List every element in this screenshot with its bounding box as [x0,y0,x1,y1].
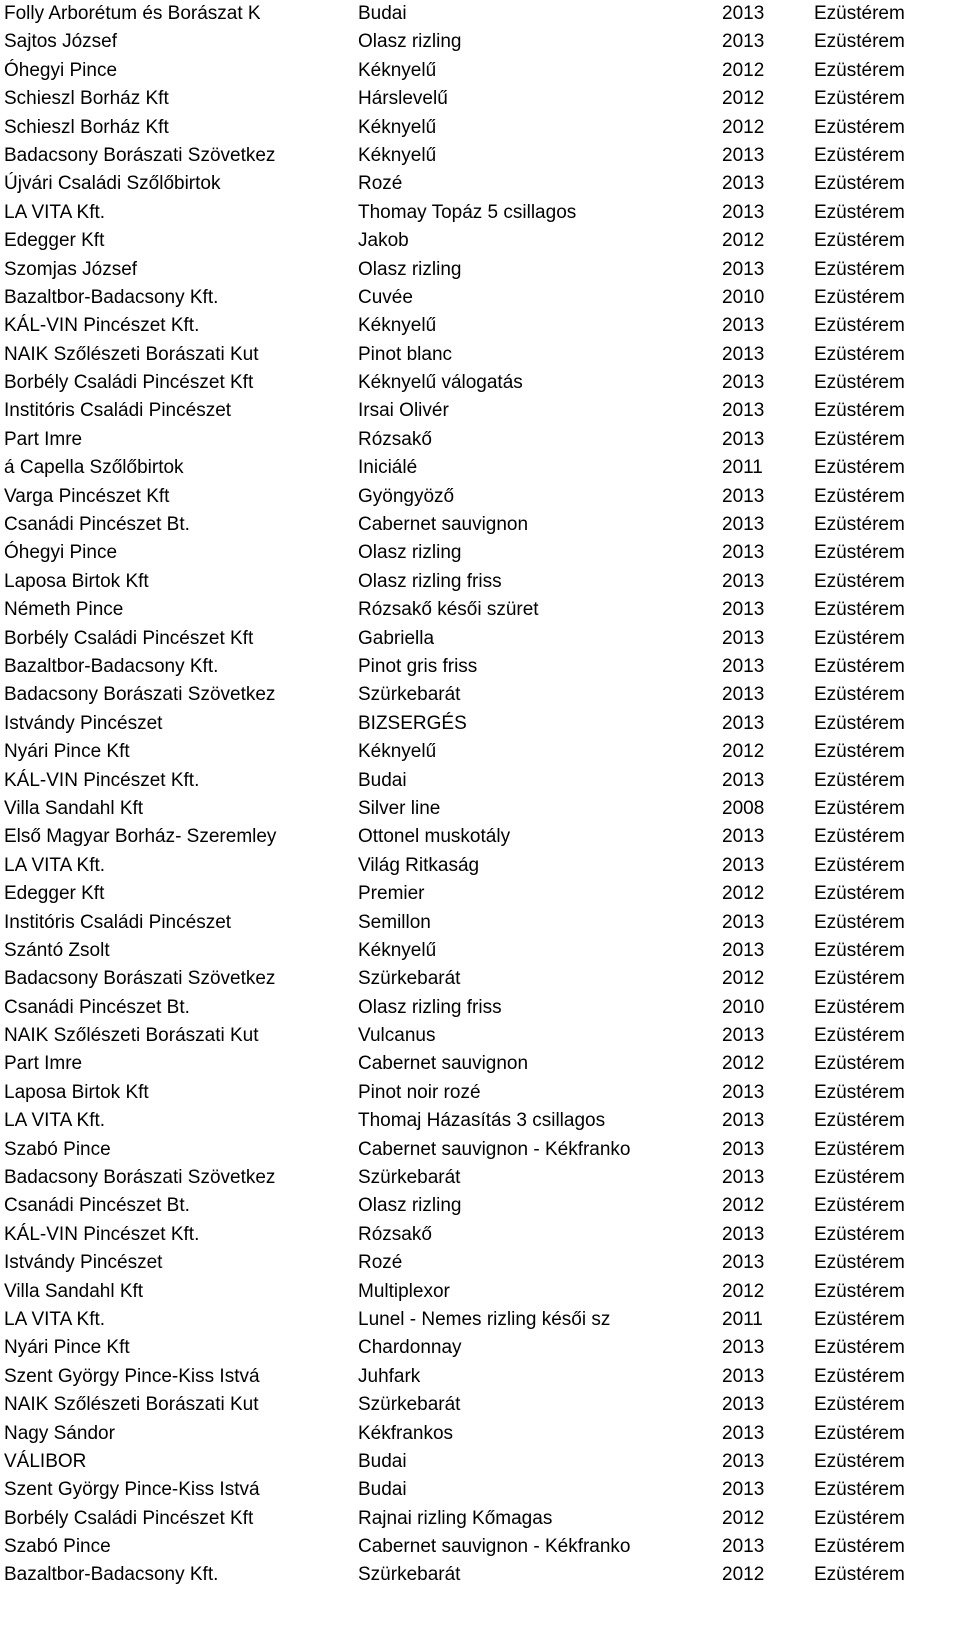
producer-cell: Edegger Kft [4,230,105,252]
year-cell: 2012 [722,1507,765,1529]
wine-cell: Thomay Topáz 5 csillagos [358,201,577,223]
wine-cell: Irsai Olivér [358,400,449,422]
producer-cell: KÁL-VIN Pincészet Kft. [4,1223,200,1245]
table-row [0,227,960,255]
year-cell: 2010 [722,996,765,1018]
year-cell: 2013 [722,1252,765,1274]
year-cell: 2013 [722,1081,765,1103]
year-cell: 2013 [722,1025,765,1047]
table-row [0,312,960,340]
award-cell: Ezüstérem [814,1564,905,1586]
wine-cell: Cabernet sauvignon [358,1053,529,1075]
wine-cell: Olasz rizling [358,542,462,564]
award-cell: Ezüstérem [814,201,905,223]
table-row [0,681,960,709]
table-row [0,852,960,880]
award-cell: Ezüstérem [814,3,905,24]
producer-cell: Borbély Családi Pincészet Kft [4,372,254,394]
producer-cell: Laposa Birtok Kft [4,570,149,592]
producer-cell: Szomjas József [4,258,138,280]
year-cell: 2013 [722,1536,765,1558]
year-cell: 2013 [722,201,765,223]
wine-cell: Jakob [358,230,409,252]
wine-cell: Kéknyelű [358,59,437,81]
year-cell: 2013 [722,1138,765,1160]
wine-cell: Szürkebarát [358,968,461,990]
award-cell: Ezüstérem [814,1110,905,1132]
wine-cell: Rózsakő [358,1223,432,1245]
year-cell: 2012 [722,883,765,905]
wine-cell: Iniciálé [358,457,418,479]
award-cell: Ezüstérem [814,1053,905,1075]
year-cell: 2012 [722,741,765,763]
table-row [0,1107,960,1135]
table-row [0,284,960,312]
year-cell: 2013 [722,428,765,450]
year-cell: 2013 [722,343,765,365]
wine-cell: Olasz rizling [358,258,462,280]
year-cell: 2013 [722,939,765,961]
producer-cell: Bazaltbor-Badacsony Kft. [4,286,219,308]
award-cell: Ezüstérem [814,854,905,876]
award-cell: Ezüstérem [814,144,905,166]
producer-cell: NAIK Szőlészeti Borászati Kut [4,343,259,365]
year-cell: 2012 [722,88,765,110]
table-row [0,511,960,539]
award-cell: Ezüstérem [814,599,905,621]
year-cell: 2012 [722,1053,765,1075]
table-row [0,1050,960,1078]
table-row [0,823,960,851]
table-row [0,1022,960,1050]
year-cell: 2013 [722,627,765,649]
table-row [0,795,960,823]
award-cell: Ezüstérem [814,968,905,990]
award-cell: Ezüstérem [814,116,905,138]
producer-cell: LA VITA Kft. [4,854,106,876]
award-cell: Ezüstérem [814,372,905,394]
table-row [0,1306,960,1334]
wine-cell: Olasz rizling friss [358,570,502,592]
award-cell: Ezüstérem [814,1450,905,1472]
year-cell: 2013 [722,1337,765,1359]
table-row [0,85,960,113]
year-cell: 2012 [722,1280,765,1302]
producer-cell: KÁL-VIN Pincészet Kft. [4,315,200,337]
producer-cell: LA VITA Kft. [4,1308,106,1330]
wine-cell: Kékfrankos [358,1422,454,1444]
year-cell: 2012 [722,59,765,81]
year-cell: 2013 [722,1365,765,1387]
wine-cell: Rózsakő késői szüret [358,599,539,621]
wine-cell: Thomaj Házasítás 3 csillagos [358,1110,606,1132]
table-row [0,0,960,28]
table-row [0,1192,960,1220]
wine-cell: Ottonel muskotály [358,826,511,848]
wine-cell: Rózsakő [358,428,432,450]
producer-cell: Villa Sandahl Kft [4,797,144,819]
wine-cell: Pinot blanc [358,343,453,365]
award-cell: Ezüstérem [814,1167,905,1189]
award-cell: Ezüstérem [814,59,905,81]
wine-cell: Kéknyelű [358,939,437,961]
table-row [0,28,960,56]
producer-cell: Schieszl Borház Kft [4,116,169,138]
award-cell: Ezüstérem [814,400,905,422]
award-cell: Ezüstérem [814,1507,905,1529]
producer-cell: Csanádi Pincészet Bt. [4,996,190,1018]
producer-cell: Borbély Családi Pincészet Kft [4,627,254,649]
producer-cell: Badacsony Borászati Szövetkez [4,144,276,166]
table-row [0,1221,960,1249]
table-row [0,653,960,681]
table-row [0,880,960,908]
year-cell: 2012 [722,968,765,990]
year-cell: 2013 [722,542,765,564]
wine-cell: Szürkebarát [358,1167,461,1189]
table-row [0,1363,960,1391]
award-cell: Ezüstérem [814,627,905,649]
producer-cell: LA VITA Kft. [4,1110,106,1132]
year-cell: 2013 [722,1223,765,1245]
year-cell: 2011 [722,1308,763,1330]
table-row [0,710,960,738]
producer-cell: NAIK Szőlészeti Borászati Kut [4,1394,259,1416]
wine-cell: Juhfark [358,1365,421,1387]
table-row [0,994,960,1022]
award-cell: Ezüstérem [814,911,905,933]
table-row [0,397,960,425]
producer-cell: Nyári Pince Kft [4,1337,130,1359]
award-cell: Ezüstérem [814,1479,905,1501]
award-cell: Ezüstérem [814,939,905,961]
award-cell: Ezüstérem [814,428,905,450]
award-cell: Ezüstérem [814,343,905,365]
producer-cell: Óhegyi Pince [4,542,118,564]
wine-cell: Vulcanus [358,1025,436,1047]
producer-cell: Laposa Birtok Kft [4,1081,149,1103]
award-cell: Ezüstérem [814,1337,905,1359]
award-cell: Ezüstérem [814,1223,905,1245]
wine-cell: Kéknyelű [358,315,437,337]
award-cell: Ezüstérem [814,315,905,337]
table-row [0,1278,960,1306]
year-cell: 2013 [722,400,765,422]
table-row [0,369,960,397]
producer-cell: Villa Sandahl Kft [4,1280,144,1302]
wine-cell: Multiplexor [358,1280,450,1302]
award-cell: Ezüstérem [814,1394,905,1416]
table-row [0,1533,960,1561]
producer-cell: Institóris Családi Pincészet [4,911,232,933]
wine-cell: Világ Ritkaság [358,854,480,876]
wine-cell: Budai [358,1479,407,1501]
award-cell: Ezüstérem [814,286,905,308]
table-row [0,341,960,369]
wine-cell: Olasz rizling [358,31,462,53]
wine-cell: Kéknyelű válogatás [358,372,523,394]
year-cell: 2013 [722,1479,765,1501]
wine-cell: Rajnai rizling Kőmagas [358,1507,553,1529]
year-cell: 2013 [722,1167,765,1189]
producer-cell: á Capella Szőlőbirtok [4,457,184,479]
wine-cell: Kéknyelű [358,144,437,166]
table-row [0,965,960,993]
table-row [0,1249,960,1277]
award-cell: Ezüstérem [814,769,905,791]
table-row [0,568,960,596]
wine-cell: Lunel - Nemes rizling késői sz [358,1308,611,1330]
producer-cell: Szent György Pince-Kiss Istvá [4,1479,260,1501]
producer-cell: Újvári Családi Szőlőbirtok [4,173,221,195]
producer-cell: KÁL-VIN Pincészet Kft. [4,769,200,791]
year-cell: 2013 [722,144,765,166]
wine-cell: Budai [358,3,407,24]
producer-cell: Csanádi Pincészet Bt. [4,514,190,536]
wine-cell: Kéknyelű [358,741,437,763]
award-cell: Ezüstérem [814,1195,905,1217]
year-cell: 2013 [722,712,765,734]
award-cell: Ezüstérem [814,826,905,848]
wine-cell: Pinot noir rozé [358,1081,481,1103]
year-cell: 2013 [722,854,765,876]
award-cell: Ezüstérem [814,1081,905,1103]
wine-cell: Szürkebarát [358,1564,461,1586]
wine-cell: Rozé [358,173,403,195]
award-cell: Ezüstérem [814,457,905,479]
award-cell: Ezüstérem [814,88,905,110]
award-cell: Ezüstérem [814,684,905,706]
wine-cell: Budai [358,769,407,791]
producer-cell: LA VITA Kft. [4,201,106,223]
wine-cell: Kéknyelű [358,116,437,138]
table-row [0,57,960,85]
year-cell: 2013 [722,826,765,848]
producer-cell: Institóris Családi Pincészet [4,400,232,422]
producer-cell: Szántó Zsolt [4,939,110,961]
award-cell: Ezüstérem [814,1025,905,1047]
year-cell: 2013 [722,1394,765,1416]
table-row [0,1448,960,1476]
year-cell: 2013 [722,173,765,195]
award-cell: Ezüstérem [814,797,905,819]
table-row [0,767,960,795]
wine-cell: Cabernet sauvignon - Kékfranko [358,1138,631,1160]
wine-cell: Szürkebarát [358,684,461,706]
year-cell: 2012 [722,1564,765,1586]
award-cell: Ezüstérem [814,1422,905,1444]
producer-cell: Part Imre [4,428,83,450]
award-cell: Ezüstérem [814,173,905,195]
award-cell: Ezüstérem [814,1138,905,1160]
producer-cell: Szabó Pince [4,1138,111,1160]
wine-cell: Chardonnay [358,1337,462,1359]
wine-cell: Hárslevelű [358,88,448,110]
table-row [0,256,960,284]
table-row [0,937,960,965]
table-row [0,1334,960,1362]
award-cell: Ezüstérem [814,1252,905,1274]
wine-cell: Pinot gris friss [358,655,478,677]
table-row [0,454,960,482]
producer-cell: Badacsony Borászati Szövetkez [4,684,276,706]
year-cell: 2012 [722,116,765,138]
wine-cell: Szürkebarát [358,1394,461,1416]
award-cell: Ezüstérem [814,655,905,677]
award-cell: Ezüstérem [814,31,905,53]
year-cell: 2013 [722,514,765,536]
year-cell: 2013 [722,1110,765,1132]
award-cell: Ezüstérem [814,570,905,592]
award-cell: Ezüstérem [814,485,905,507]
producer-cell: Istvándy Pincészet [4,712,163,734]
producer-cell: Óhegyi Pince [4,59,118,81]
year-cell: 2013 [722,599,765,621]
award-cell: Ezüstérem [814,1308,905,1330]
year-cell: 2013 [722,570,765,592]
producer-cell: NAIK Szőlészeti Borászati Kut [4,1025,259,1047]
producer-cell: Szent György Pince-Kiss Istvá [4,1365,260,1387]
producer-cell: Németh Pince [4,599,124,621]
wine-cell: Gabriella [358,627,435,649]
table-row [0,1136,960,1164]
producer-cell: Badacsony Borászati Szövetkez [4,968,276,990]
producer-cell: Edegger Kft [4,883,105,905]
wine-cell: Olasz rizling [358,1195,462,1217]
award-cell: Ezüstérem [814,712,905,734]
wine-cell: Rozé [358,1252,403,1274]
table-row [0,625,960,653]
table-row [0,114,960,142]
wine-cell: Cabernet sauvignon - Kékfranko [358,1536,631,1558]
producer-cell: Badacsony Borászati Szövetkez [4,1167,276,1189]
producer-cell: Csanádi Pincészet Bt. [4,1195,190,1217]
table-row [0,1505,960,1533]
table-row [0,909,960,937]
award-cell: Ezüstérem [814,1280,905,1302]
table-row [0,426,960,454]
producer-cell: Schieszl Borház Kft [4,88,169,110]
table-row [0,1561,960,1589]
award-cell: Ezüstérem [814,542,905,564]
producer-cell: VÁLIBOR [4,1450,87,1472]
year-cell: 2013 [722,769,765,791]
table-row [0,738,960,766]
table-row [0,1420,960,1448]
year-cell: 2013 [722,372,765,394]
producer-cell: Varga Pincészet Kft [4,485,170,507]
table-row [0,199,960,227]
table-row [0,1164,960,1192]
table-row [0,1079,960,1107]
year-cell: 2013 [722,655,765,677]
year-cell: 2013 [722,1422,765,1444]
award-cell: Ezüstérem [814,1536,905,1558]
producer-cell: Bazaltbor-Badacsony Kft. [4,655,219,677]
wine-cell: Semillon [358,911,431,933]
table-row [0,142,960,170]
award-cell: Ezüstérem [814,996,905,1018]
table-row [0,539,960,567]
producer-cell: Folly Arborétum és Borászat K [4,3,261,24]
producer-cell: Első Magyar Borház- Szeremley [4,826,277,848]
wine-cell: Gyöngyöző [358,485,455,507]
producer-cell: Szabó Pince [4,1536,111,1558]
year-cell: 2008 [722,797,765,819]
year-cell: 2013 [722,485,765,507]
year-cell: 2013 [722,911,765,933]
year-cell: 2012 [722,1195,765,1217]
award-cell: Ezüstérem [814,230,905,252]
producer-cell: Sajtos József [4,31,117,53]
award-cell: Ezüstérem [814,1365,905,1387]
year-cell: 2013 [722,3,765,24]
producer-cell: Borbély Családi Pincészet Kft [4,1507,254,1529]
year-cell: 2012 [722,230,765,252]
award-cell: Ezüstérem [814,258,905,280]
table-row [0,170,960,198]
producer-cell: Bazaltbor-Badacsony Kft. [4,1564,219,1586]
award-cell: Ezüstérem [814,514,905,536]
wine-cell: Olasz rizling friss [358,996,502,1018]
wine-cell: Budai [358,1450,407,1472]
producer-cell: Istvándy Pincészet [4,1252,163,1274]
year-cell: 2013 [722,1450,765,1472]
wine-cell: BIZSERGÉS [358,712,467,734]
year-cell: 2013 [722,258,765,280]
table-row [0,1391,960,1419]
award-cell: Ezüstérem [814,741,905,763]
producer-cell: Part Imre [4,1053,83,1075]
table-row [0,483,960,511]
table-row [0,1476,960,1504]
year-cell: 2013 [722,684,765,706]
year-cell: 2011 [722,457,763,479]
award-cell: Ezüstérem [814,883,905,905]
wine-cell: Premier [358,883,425,905]
table-row [0,596,960,624]
producer-cell: Nagy Sándor [4,1422,115,1444]
year-cell: 2013 [722,31,765,53]
year-cell: 2010 [722,286,765,308]
wine-cell: Cuvée [358,286,413,308]
producer-cell: Nyári Pince Kft [4,741,130,763]
wine-cell: Silver line [358,797,441,819]
year-cell: 2013 [722,315,765,337]
wine-cell: Cabernet sauvignon [358,514,529,536]
